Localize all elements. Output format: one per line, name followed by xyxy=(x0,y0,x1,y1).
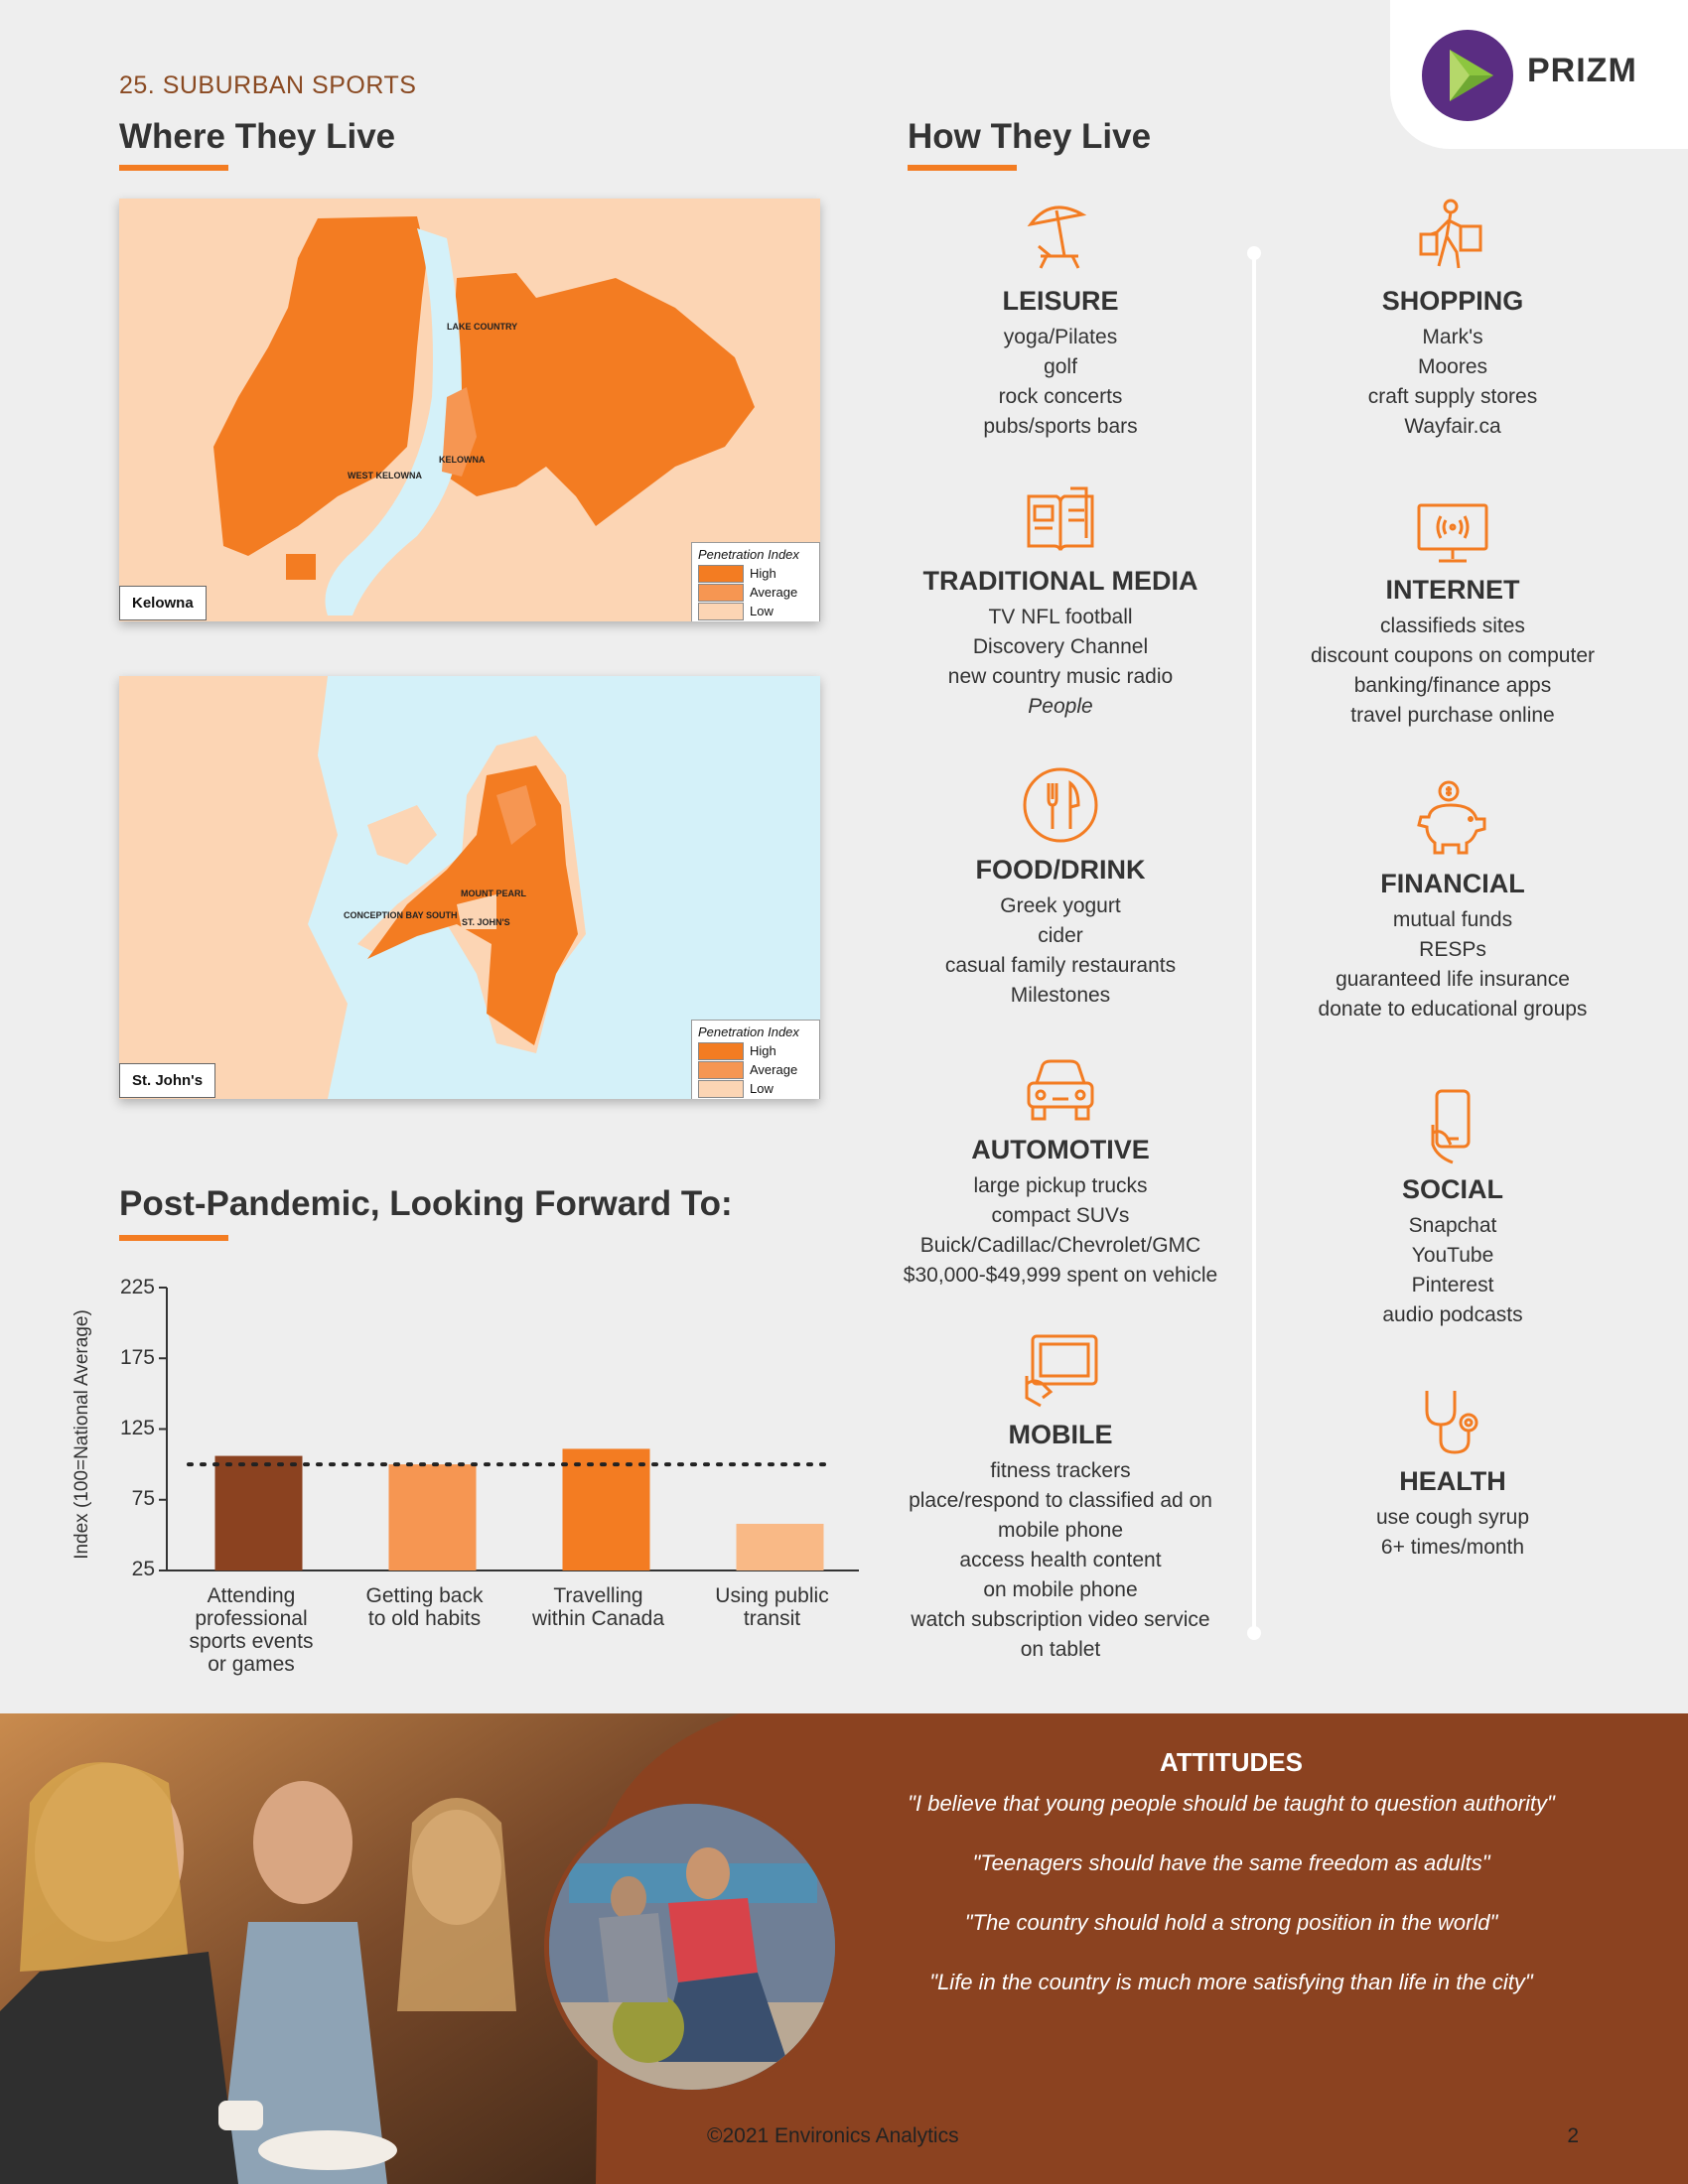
category-item: mobile phone xyxy=(997,1519,1124,1542)
legend-label: High xyxy=(750,566,776,581)
map-label: CONCEPTION BAY SOUTH xyxy=(344,910,458,920)
y-tick-label: 125 xyxy=(119,1417,155,1439)
category-items xyxy=(1244,323,1661,442)
logo-panel xyxy=(1390,0,1688,149)
category-title: FOOD/DRINK xyxy=(975,855,1146,885)
category-title: MOBILE xyxy=(1008,1420,1113,1449)
x-category-label xyxy=(177,1584,326,1676)
car-icon xyxy=(1021,1055,1100,1125)
category-item: compact SUVs xyxy=(991,1204,1130,1227)
x-category-label xyxy=(695,1584,849,1630)
x-category-line: to old habits xyxy=(367,1607,482,1630)
category-item: fitness trackers xyxy=(990,1459,1131,1482)
category-item: pubs/sports bars xyxy=(983,415,1138,438)
category-items xyxy=(852,323,1269,442)
category-item: yoga/Pilates xyxy=(1003,326,1118,348)
category-automotive xyxy=(852,1055,1269,1291)
legend-swatch-low xyxy=(698,603,744,620)
legend-label: Low xyxy=(750,1081,774,1096)
beach-umbrella-icon xyxy=(1021,197,1100,276)
x-category-line: Getting back xyxy=(365,1584,484,1607)
attitudes-title: ATTITUDES xyxy=(1160,1747,1303,1777)
how-underline xyxy=(908,165,1017,171)
legend-swatch-low xyxy=(698,1080,744,1098)
category-item: Snapchat xyxy=(1408,1214,1497,1237)
x-category-line: Attending xyxy=(207,1584,296,1607)
category-item: classifieds sites xyxy=(1380,614,1525,637)
category-items xyxy=(852,891,1269,1011)
category-item: on tablet xyxy=(1020,1638,1101,1661)
category-item: on mobile phone xyxy=(983,1578,1138,1601)
legend-swatch-high xyxy=(698,565,744,583)
bar xyxy=(215,1456,303,1570)
map-legend xyxy=(691,1020,820,1099)
category-item: use cough syrup xyxy=(1375,1506,1530,1529)
category-item: discount coupons on computer xyxy=(1310,644,1595,667)
bar xyxy=(563,1448,650,1570)
map-city-label: Kelowna xyxy=(119,586,207,620)
bowling-photo-graphic xyxy=(549,1804,835,2090)
category-item: craft supply stores xyxy=(1367,385,1538,408)
category-traditional-media xyxy=(852,484,1269,722)
category-item: donate to educational groups xyxy=(1318,998,1588,1021)
attitude-quote: "Teenagers should have the same freedom as adults" xyxy=(972,1850,1490,1875)
category-food-drink xyxy=(852,765,1269,1011)
category-mobile xyxy=(852,1332,1269,1665)
map-label: MOUNT PEARL xyxy=(461,888,526,898)
y-tick-label: 175 xyxy=(119,1346,155,1369)
category-items xyxy=(852,603,1269,722)
category-title: LEISURE xyxy=(1002,286,1119,316)
bowling-photo xyxy=(544,1799,840,2095)
category-items xyxy=(852,1171,1269,1291)
bar xyxy=(389,1464,477,1570)
legend-label: Average xyxy=(750,585,798,600)
category-item: large pickup trucks xyxy=(973,1174,1148,1197)
map-label: ST. JOHN'S xyxy=(462,917,510,927)
brand-name: PRIZM xyxy=(1527,52,1637,89)
category-title: SOCIAL xyxy=(1401,1174,1503,1204)
category-internet xyxy=(1244,501,1661,731)
category-item: banking/finance apps xyxy=(1353,674,1552,697)
category-title: AUTOMOTIVE xyxy=(971,1135,1150,1164)
legend-label: Low xyxy=(750,604,774,618)
x-category-line: or games xyxy=(208,1653,295,1676)
x-category-line: transit xyxy=(743,1607,801,1630)
piggy-bank-icon xyxy=(1413,779,1492,859)
map-label: KELOWNA xyxy=(439,455,486,465)
x-category-label xyxy=(348,1584,501,1630)
attitude-quote: "Life in the country is much more satisfying than life in the city" xyxy=(929,1970,1533,1994)
category-items xyxy=(1244,905,1661,1024)
x-category-line: professional xyxy=(195,1607,308,1630)
attitude-quote: "The country should hold a strong position in the world" xyxy=(964,1910,1498,1935)
category-item: golf xyxy=(1044,355,1077,378)
category-financial xyxy=(1244,779,1661,1024)
category-item: rock concerts xyxy=(998,385,1123,408)
category-items xyxy=(852,1456,1269,1665)
map-city-label: St. John's xyxy=(119,1063,215,1098)
category-items xyxy=(1244,612,1661,731)
category-item: RESPs xyxy=(1419,938,1486,961)
category-title: FINANCIAL xyxy=(1380,869,1525,898)
category-item: $30,000-$49,999 spent on vehicle xyxy=(903,1264,1218,1287)
shopper-bags-icon xyxy=(1413,197,1492,276)
segment-label: 25. SUBURBAN SPORTS xyxy=(119,71,417,99)
category-item: place/respond to classified ad on xyxy=(909,1489,1212,1512)
fork-knife-icon xyxy=(1021,765,1100,845)
category-title: HEALTH xyxy=(1399,1466,1506,1496)
map-legend xyxy=(691,542,820,621)
x-category-line: within Canada xyxy=(531,1607,665,1630)
category-item: YouTube xyxy=(1411,1244,1494,1267)
stethoscope-icon xyxy=(1413,1385,1492,1456)
y-tick-label: 25 xyxy=(131,1558,155,1580)
bar-chart xyxy=(159,1281,864,1588)
legend-label: High xyxy=(750,1043,776,1058)
map-label: LAKE COUNTRY xyxy=(447,322,518,332)
category-shopping xyxy=(1244,197,1661,442)
category-item: guaranteed life insurance xyxy=(1336,968,1570,991)
y-tick-label: 225 xyxy=(119,1276,155,1298)
x-category-line: sports events xyxy=(189,1630,314,1653)
tablet-hand-icon xyxy=(1021,1332,1100,1410)
category-item: travel purchase online xyxy=(1350,704,1555,727)
category-item: Moores xyxy=(1417,355,1488,378)
page-number: 2 xyxy=(1567,2124,1579,2147)
category-title: SHOPPING xyxy=(1381,286,1524,316)
how-title: How They Live xyxy=(908,117,1152,156)
y-tick-label: 75 xyxy=(131,1487,155,1510)
category-item: Pinterest xyxy=(1411,1274,1494,1297)
category-items xyxy=(1244,1503,1661,1563)
category-item: casual family restaurants xyxy=(944,954,1177,977)
chart-y-axis-label: Index (100=National Average) xyxy=(71,1309,92,1560)
prizm-logo-icon xyxy=(1422,30,1513,121)
pandemic-title: Post-Pandemic, Looking Forward To: xyxy=(119,1184,733,1223)
legend-label: Average xyxy=(750,1062,798,1077)
category-leisure xyxy=(852,197,1269,442)
category-social xyxy=(1244,1089,1661,1330)
category-item: cider xyxy=(1038,924,1083,947)
legend-swatch-high xyxy=(698,1042,744,1060)
map-label: WEST KELOWNA xyxy=(348,471,422,480)
open-book-icon xyxy=(1021,484,1100,556)
where-title: Where They Live xyxy=(119,117,396,156)
category-item: watch subscription video service xyxy=(911,1608,1210,1631)
footer-copyright: ©2021 Environics Analytics xyxy=(707,2124,959,2147)
category-item: access health content xyxy=(959,1549,1162,1571)
phone-hand-icon xyxy=(1413,1089,1492,1164)
category-item: 6+ times/month xyxy=(1380,1536,1525,1559)
category-item: audio podcasts xyxy=(1382,1303,1523,1326)
bar xyxy=(737,1524,824,1570)
category-item: Mark's xyxy=(1422,326,1483,348)
attitude-quote: "I believe that young people should be taught to question authority" xyxy=(908,1791,1555,1816)
category-health xyxy=(1244,1385,1661,1563)
x-category-label xyxy=(516,1584,680,1630)
category-item: Milestones xyxy=(1010,984,1111,1007)
legend-swatch-average xyxy=(698,1061,744,1079)
category-title: INTERNET xyxy=(1385,575,1520,605)
x-category-line: Using public xyxy=(715,1584,829,1607)
category-item: People xyxy=(1028,695,1093,718)
category-item: new country music radio xyxy=(947,665,1174,688)
x-category-line: Travelling xyxy=(553,1584,643,1607)
map-kelowna xyxy=(119,199,820,621)
category-item: Discovery Channel xyxy=(972,635,1149,658)
category-item: Buick/Cadillac/Chevrolet/GMC xyxy=(919,1234,1201,1257)
category-item: mutual funds xyxy=(1392,908,1513,931)
monitor-signal-icon xyxy=(1413,501,1492,565)
legend-swatch-average xyxy=(698,584,744,602)
where-underline xyxy=(119,165,228,171)
category-item: Wayfair.ca xyxy=(1404,415,1501,438)
legend-title: Penetration Index xyxy=(698,547,799,562)
map-st-johns xyxy=(119,676,820,1099)
category-title: TRADITIONAL MEDIA xyxy=(922,566,1198,596)
category-items xyxy=(1244,1211,1661,1330)
category-item: Greek yogurt xyxy=(1000,894,1121,917)
category-item: TV NFL football xyxy=(988,606,1133,628)
legend-title: Penetration Index xyxy=(698,1024,799,1039)
pandemic-underline xyxy=(119,1235,228,1241)
